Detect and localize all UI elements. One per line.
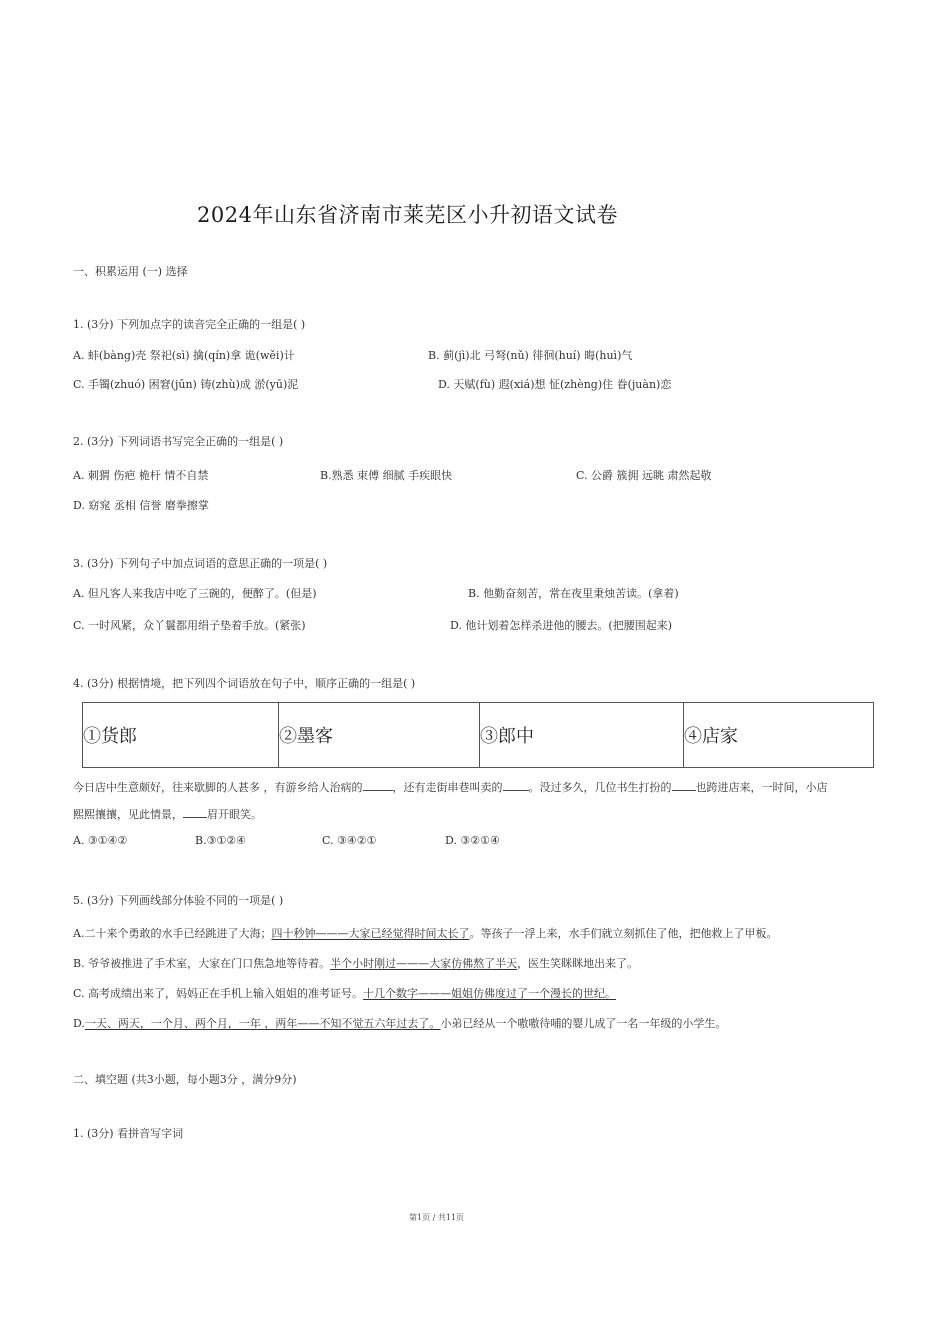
word-cell: ②墨客	[279, 703, 480, 767]
q1-option-b: B. 蓟(jì)北 弓弩(nǔ) 徘徊(huí) 晦(huì)气	[428, 349, 633, 362]
q5-option-d	[73, 1015, 726, 1031]
word-cell: ③郎中	[480, 703, 684, 767]
q4-passage-line1	[73, 779, 828, 795]
q4-option-c: C. ③④②①	[322, 834, 377, 847]
s2-q1-stem: 1. (3分) 看拼音写字词	[73, 1127, 184, 1140]
option-text: D.	[73, 1017, 85, 1030]
underlined-text: 十几个数字———姐姐仿佛度过了一个漫长的世纪。	[363, 987, 617, 1000]
section1-heading: 一、积累运用 (一) 选择	[73, 265, 188, 278]
answer-blank	[672, 780, 696, 791]
q4-option-d: D. ③②①④	[445, 834, 500, 847]
section2-heading: 二、填空题 (共3小题，每小题3分 ，满分9分)	[73, 1073, 297, 1086]
option-text: 。等孩子一浮上来，水手们就立刻抓住了他，把他救上了甲板。	[469, 927, 778, 940]
q3-option-d: D. 他计划着怎样杀进他的腰去。(把腰围起来)	[450, 619, 673, 632]
option-text: B. 爷爷被推进了手术室，大家在门口焦急地等待着。	[73, 957, 331, 970]
answer-blank	[503, 780, 529, 791]
answer-blank	[183, 807, 207, 818]
q2-option-b: B.熟悉 束傅 细腻 手疾眼快	[320, 469, 453, 482]
q5-option-b	[73, 955, 638, 971]
option-text: 小弟已经从一个嗷嗷待哺的婴儿成了一名一年级的小学生。	[440, 1017, 727, 1030]
passage-text: 眉开眼笑。	[207, 808, 262, 821]
q1-option-a: A. 蚌(bàng)壳 祭祀(sì) 擒(qín)拿 诡(wěi)计	[73, 349, 295, 362]
q4-option-b: B.③①②④	[195, 834, 247, 847]
q4-stem: 4. (3分) 根据情境，把下列四个词语放在句子中，顺序正确的一组是( )	[73, 677, 416, 690]
q3-option-b: B. 他勤奋刻苦，常在夜里秉烛苦读。(拿着)	[468, 587, 679, 600]
q2-option-c: C. 公爵 簇拥 远眺 肃然起敬	[576, 469, 712, 482]
passage-text: 今日店中生意颇好，往来歇脚的人甚多 ，有游乡给人治病的	[73, 781, 363, 794]
option-text: ，医生笑眯眯地出来了。	[517, 957, 639, 970]
passage-text: 熙熙攘攘，见此情景，	[73, 808, 183, 821]
word-cell: ④店家	[684, 726, 738, 747]
q4-word-table	[82, 702, 874, 768]
page-number: 第1页 / 共11页	[409, 1213, 465, 1222]
passage-text: 也跨进店来，一时间，小店	[695, 781, 828, 794]
passage-text: ，还有走街串巷叫卖的	[392, 781, 503, 794]
q3-option-a: A. 但凡客人来我店中吃了三碗的，便醉了。(但是)	[73, 587, 317, 600]
q5-stem: 5. (3分) 下列画线部分体验不同的一项是( )	[73, 894, 284, 907]
page-title: 2024年山东省济南市莱芜区小升初语文试卷	[197, 203, 618, 227]
passage-text: 。没过多久，几位书生打扮的	[528, 781, 672, 794]
underlined-text: 一天、两天，一个月、两个月，一年 ，两年——不知不觉五六年过去了。	[84, 1017, 441, 1030]
option-text: A.二十来个勇敢的水手已经跳进了大海；	[73, 927, 272, 940]
option-text: C. 高考成绩出来了，妈妈正在手机上输入姐姐的准考证号。	[73, 987, 364, 1000]
q3-option-c: C. 一时风紧，众丫鬟都用绢子垫着手放。(紧张)	[73, 619, 306, 632]
q2-stem: 2. (3分) 下列词语书写完全正确的一组是( )	[73, 435, 284, 448]
q4-passage-line2	[73, 806, 262, 822]
q3-stem: 3. (3分) 下列句子中加点词语的意思正确的一项是( )	[73, 557, 328, 570]
word-cell: ①货郎	[83, 703, 279, 767]
underlined-text: 半个小时刚过———大家仿佛熬了半天	[330, 957, 518, 970]
q2-option-d: D. 窈窕 丞相 信誉 磨拳擦掌	[73, 499, 209, 512]
q1-stem: 1. (3分) 下列加点字的读音完全正确的一组是( )	[73, 318, 306, 331]
q2-option-a: A. 刺猬 伤疤 桅杆 情不自禁	[73, 469, 209, 482]
underlined-text: 四十秒钟———大家已经觉得时间太长了	[271, 927, 470, 940]
q4-option-a: A. ③①④②	[73, 834, 128, 847]
q1-option-c: C. 手镯(zhuó) 困窘(jūn) 铸(zhù)成 淤(yū)泥	[73, 378, 299, 391]
q5-option-c	[73, 985, 616, 1001]
q5-option-a	[73, 925, 777, 941]
q1-option-d: D. 天赋(fù) 遐(xiá)想 怔(zhèng)住 眷(juàn)恋	[438, 378, 672, 391]
answer-blank	[363, 780, 393, 791]
